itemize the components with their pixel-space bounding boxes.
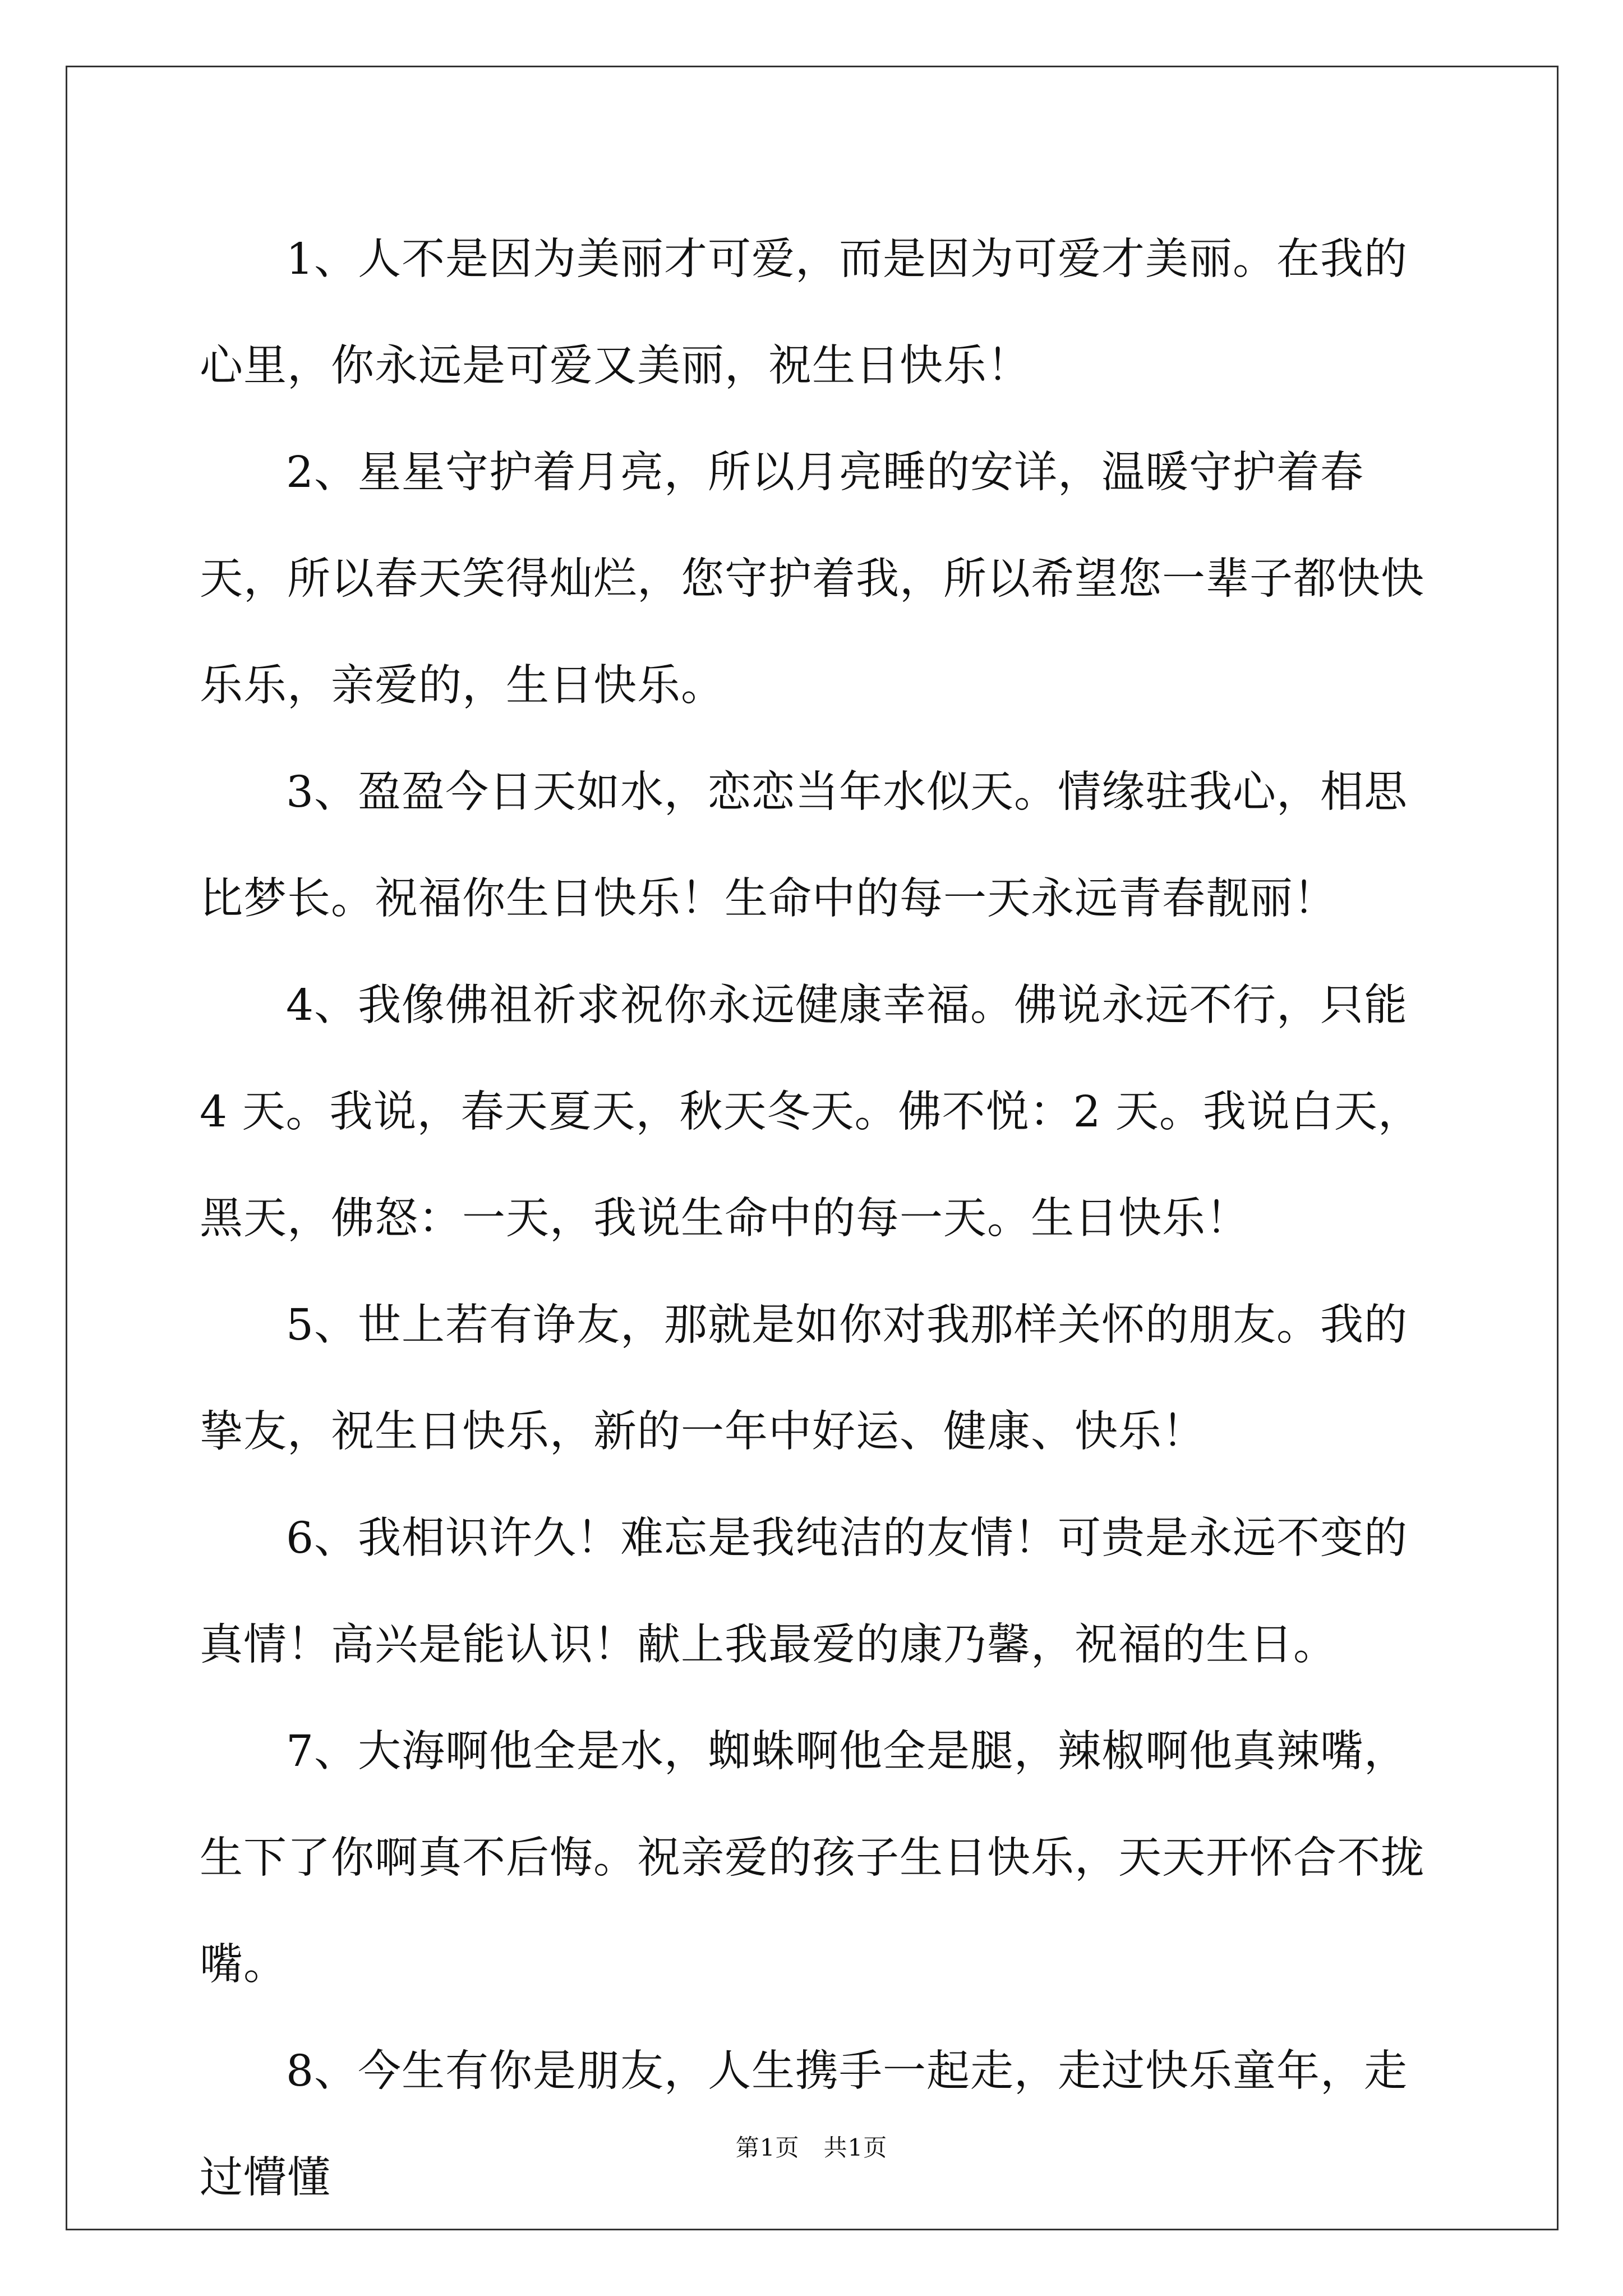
page-footer: 第1页 共1页	[735, 2134, 888, 2161]
paragraph-3: 3、盈盈今日天如水，恋恋当年水似天。情缘驻我心，相思比梦长。祝福你生日快乐！生命中的每一天永远青春靓丽！	[200, 767, 1408, 924]
paragraph-5: 5、世上若有诤友，那就是如你对我那样关怀的朋友。我的挚友，祝生日快乐，新的一年中好运、健康、快乐！	[200, 1300, 1408, 1457]
document-body	[200, 206, 1442, 2231]
paragraph-1: 1、人不是因为美丽才可爱，而是因为可爱才美丽。在我的心里，你永远是可爱又美丽，祝生日快乐！	[200, 234, 1408, 391]
paragraph-8: 8、今生有你是朋友，人生携手一起走，走过快乐童年，走过懵懂	[200, 2046, 1408, 2203]
paragraph-7: 7、大海啊他全是水，蜘蛛啊他全是腿，辣椒啊他真辣嘴，生下了你啊真不后悔。祝亲爱的孩子生日快乐，天天开怀合不拢嘴。	[200, 1727, 1424, 1990]
paragraph-2: 2、星星守护着月亮，所以月亮睡的安详，温暖守护着春天，所以春天笑得灿烂，您守护着我，所以希望您一辈子都快快乐乐，亲爱的，生日快乐。	[200, 448, 1424, 711]
paragraph-6: 6、我相识许久！难忘是我纯洁的友情！可贵是永远不变的真情！高兴是能认识！献上我最爱的康乃馨，祝福的生日。	[200, 1513, 1408, 1670]
paragraph-4: 4、我像佛祖祈求祝你永远健康幸福。佛说永远不行，只能 4 天。我说，春天夏天，秋天冬天。佛不悦：2 天。我说白天，黑天，佛怒：一天，我说生命中的每一天。生日快乐！	[200, 981, 1422, 1244]
